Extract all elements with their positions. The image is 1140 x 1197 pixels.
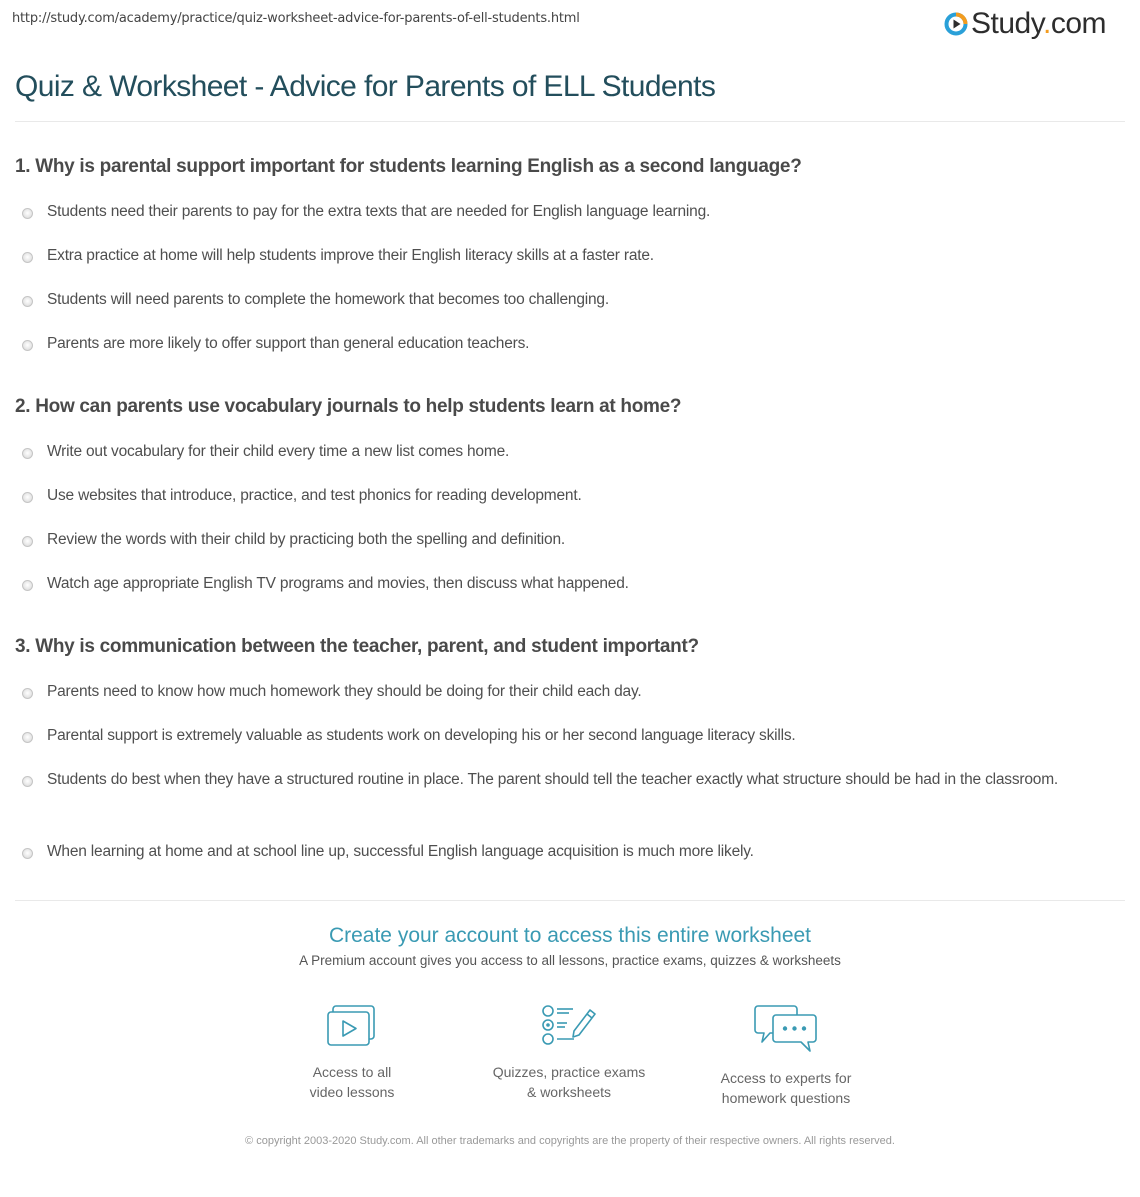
- feature-label-line2: & worksheets: [526, 1084, 612, 1100]
- study-play-logo-icon: [944, 12, 968, 36]
- feature-video-lessons: [252, 1004, 452, 1102]
- question-1-option-2[interactable]: [22, 248, 1120, 270]
- radio-button[interactable]: [22, 580, 33, 591]
- option-label: Parents need to know how much homework they should be doing for their child each day.: [47, 683, 642, 700]
- radio-button[interactable]: [22, 492, 33, 503]
- question-3-option-4[interactable]: [22, 844, 1120, 866]
- radio-button[interactable]: [22, 536, 33, 547]
- question-3-option-1[interactable]: [22, 684, 1120, 706]
- copyright-footer: © copyright 2003-2020 Study.com. All other trademarks and copyrights are the property of their respective owners. All rights reserved.: [245, 1135, 895, 1147]
- feature-label-line1: Quizzes, practice exams: [492, 1064, 646, 1080]
- question-2-option-2[interactable]: [22, 488, 1120, 510]
- create-account-link[interactable]: Create your account to access this entire worksheet: [328, 924, 812, 947]
- question-3-option-3[interactable]: [22, 772, 1120, 794]
- radio-button[interactable]: [22, 448, 33, 459]
- radio-button[interactable]: [22, 252, 33, 263]
- question-1-option-1[interactable]: [22, 204, 1120, 226]
- page-url: http://study.com/academy/practice/quiz-worksheet-advice-for-parents-of-ell-students.html: [12, 11, 580, 26]
- study-logo[interactable]: [944, 9, 1106, 39]
- logo-dot: .: [1043, 7, 1051, 40]
- logo-suffix: com: [1050, 7, 1107, 40]
- radio-button[interactable]: [22, 732, 33, 743]
- option-label: Use websites that introduce, practice, and test phonics for reading development.: [47, 487, 582, 504]
- radio-button[interactable]: [22, 848, 33, 859]
- title-divider: [15, 121, 1125, 122]
- option-label: Students need their parents to pay for the extra texts that are needed for English language learning.: [47, 203, 711, 220]
- radio-button[interactable]: [22, 688, 33, 699]
- question-2-option-1[interactable]: [22, 444, 1120, 466]
- radio-button[interactable]: [22, 340, 33, 351]
- feature-label-line2: homework questions: [721, 1090, 851, 1106]
- option-label: Watch age appropriate English TV programs and movies, then discuss what happened.: [47, 575, 629, 592]
- cta-divider: [15, 900, 1125, 901]
- question-1-heading: 1. Why is parental support important for students learning English as a second language?: [15, 156, 802, 177]
- logo-name: Study: [971, 7, 1043, 40]
- radio-button[interactable]: [22, 296, 33, 307]
- question-1-option-4[interactable]: [22, 336, 1120, 358]
- option-label: When learning at home and at school line up, successful English language acquisition is much more likely.: [47, 843, 754, 860]
- question-2-option-3[interactable]: [22, 532, 1120, 554]
- feature-label-line1: Access to all: [312, 1064, 392, 1080]
- cta-subtitle: A Premium account gives you access to all lessons, practice exams, quizzes & worksheets: [299, 953, 841, 968]
- question-2-heading: 2. How can parents use vocabulary journals to help students learn at home?: [15, 396, 682, 417]
- option-label: Students will need parents to complete the homework that becomes too challenging.: [47, 291, 609, 308]
- question-3-heading: 3. Why is communication between the teacher, parent, and student important?: [15, 636, 699, 657]
- feature-quizzes: [469, 1004, 669, 1102]
- radio-button[interactable]: [22, 208, 33, 219]
- option-label: Parental support is extremely valuable as students work on developing his or her second language literacy skills.: [47, 727, 796, 744]
- option-label: Students do best when they have a structured routine in place. The parent should tell the teacher exactly what structure should be had in the classroom.: [47, 771, 1059, 788]
- video-lessons-icon: [326, 1004, 378, 1048]
- feature-label-line2: video lessons: [309, 1084, 395, 1100]
- logo-wordmark: [971, 9, 1106, 39]
- quiz-checklist-icon: [541, 1004, 597, 1048]
- option-label: Review the words with their child by practicing both the spelling and definition.: [47, 531, 565, 548]
- radio-button[interactable]: [22, 776, 33, 787]
- option-label: Write out vocabulary for their child every time a new list comes home.: [47, 443, 510, 460]
- feature-experts: [686, 1004, 886, 1108]
- feature-label-line1: Access to experts for: [720, 1070, 852, 1086]
- page-title: Quiz & Worksheet - Advice for Parents of ELL Students: [15, 70, 716, 103]
- question-1-option-3[interactable]: [22, 292, 1120, 314]
- question-2-option-4[interactable]: [22, 576, 1120, 598]
- option-label: Parents are more likely to offer support than general education teachers.: [47, 335, 530, 352]
- chat-bubbles-icon: [754, 1004, 818, 1054]
- question-3-option-2[interactable]: [22, 728, 1120, 750]
- option-label: Extra practice at home will help students improve their English literacy skills at a faster rate.: [47, 247, 654, 264]
